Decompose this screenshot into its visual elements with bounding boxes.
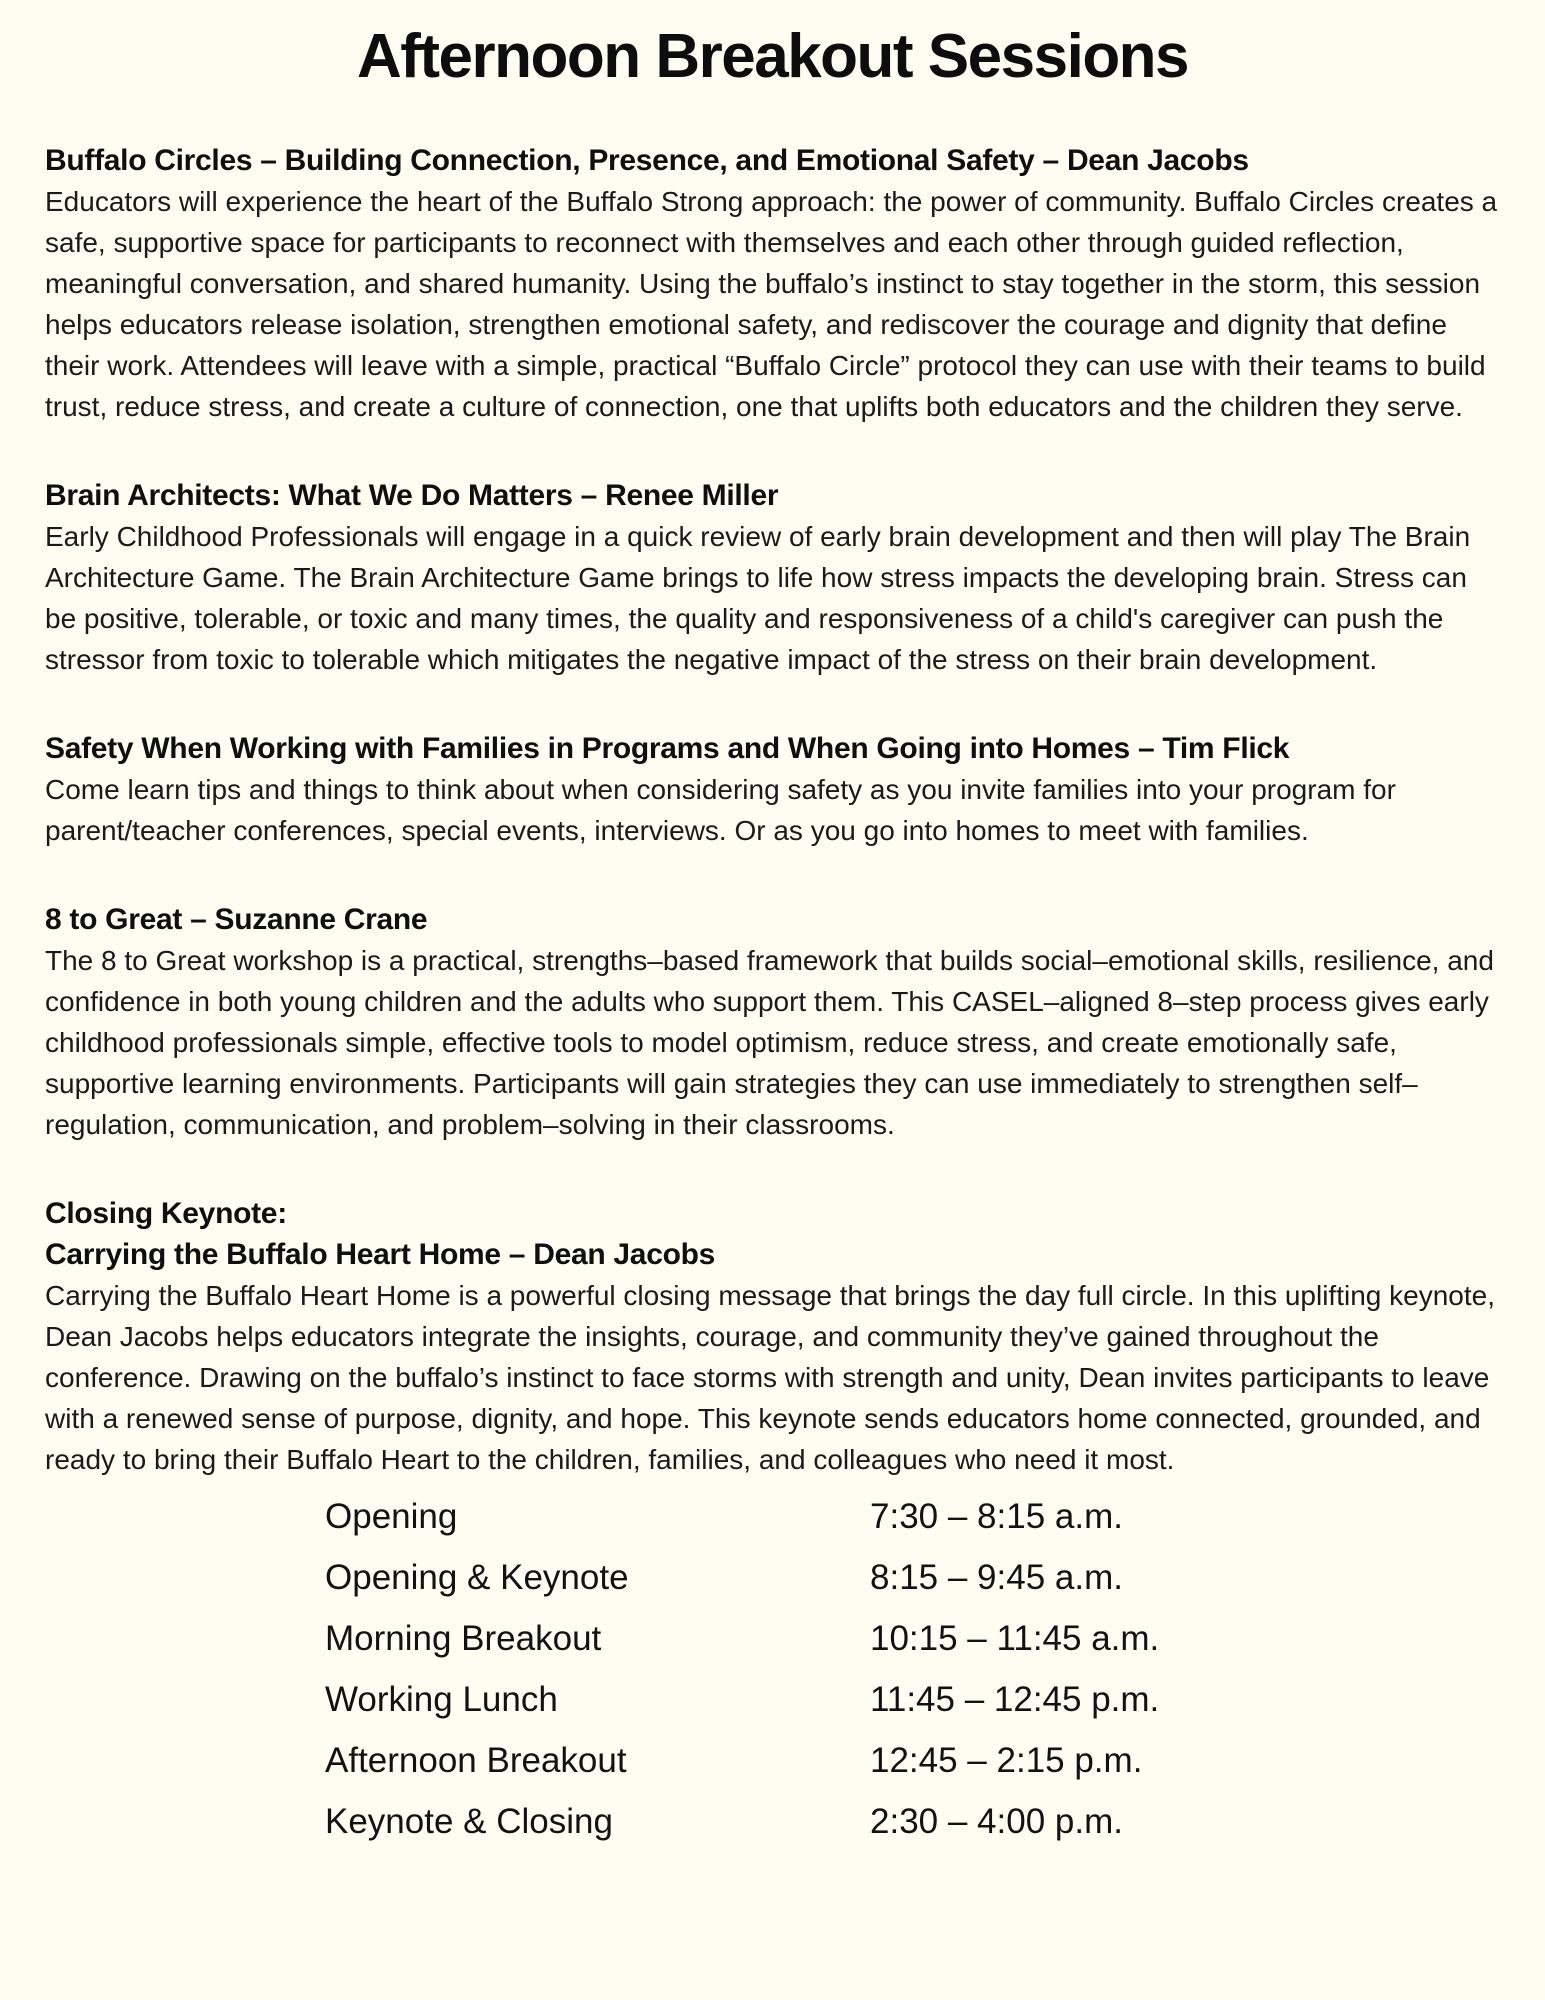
schedule-time: 2:30 – 4:00 p.m. [870,1802,1123,1841]
session-brain-architects [45,475,1500,680]
session-heading-8-to-great: 8 to Great – Suzanne Crane [45,903,428,936]
session-8-to-great [45,899,1500,1145]
schedule-time: 7:30 – 8:15 a.m. [870,1497,1123,1536]
schedule-row-working-lunch [325,1669,1500,1730]
schedule-label: Working Lunch [325,1680,558,1719]
session-description-closing-keynote: Carrying the Buffalo Heart Home is a powerful closing message that brings the day full circle. In this uplifting keynote, Dean Jacobs helps educators integrate the insights, courage, and community they’ve gained throughout the conference. Drawing on the buffalo’s instinct to face storms with strength and unity, Dean invites participants to leave with a renewed sense of purpose, dignity, and hope. This keynote sends educators home connected, grounded, and ready to bring their Buffalo Heart to the children, families, and colleagues who need it most. [45,1280,1495,1475]
session-closing-keynote [45,1193,1500,1480]
session-buffalo-circles [45,140,1500,427]
session-description-safety-families: Come learn tips and things to think about when considering safety as you invite families into your program for parent/teacher conferences, special events, interviews. Or as you go into homes to meet with families. [45,774,1396,846]
schedule-label: Opening [325,1497,458,1536]
schedule-row-afternoon-breakout [325,1730,1500,1791]
schedule-row-morning-breakout [325,1608,1500,1669]
session-heading-closing-keynote: Carrying the Buffalo Heart Home – Dean Jacobs [45,1238,716,1271]
session-heading-buffalo-circles: Buffalo Circles – Building Connection, Presence, and Emotional Safety – Dean Jacobs [45,144,1249,177]
schedule-time: 8:15 – 9:45 a.m. [870,1558,1123,1597]
schedule-label: Opening & Keynote [325,1558,629,1597]
schedule-time: 10:15 – 11:45 a.m. [870,1619,1160,1658]
page-title: Afternoon Breakout Sessions [356,22,1189,91]
session-description-8-to-great: The 8 to Great workshop is a practical, strengths–based framework that builds social–emotional skills, resilience, and confidence in both young children and the adults who support them. This CASEL–aligned 8–step process gives early childhood professionals simple, effective tools to model optimism, reduce stress, and create emotionally safe, supportive learning environments. Participants will gain strategies they can use immediately to strengthen self–regulation, communication, and problem–solving in their classrooms. [45,945,1494,1140]
schedule-time: 11:45 – 12:45 p.m. [870,1680,1160,1719]
session-heading-brain-architects: Brain Architects: What We Do Matters – Renee Miller [45,479,779,512]
schedule-row-opening-keynote [325,1547,1500,1608]
session-heading-closing-keynote-label: Closing Keynote: [45,1197,287,1230]
session-description-buffalo-circles: Educators will experience the heart of the Buffalo Strong approach: the power of community. Buffalo Circles creates a safe, supportive space for participants to reconnect with themselves and each other through guided reflection, meaningful conversation, and shared humanity. Using the buffalo’s instinct to stay together in the storm, this session helps educators release isolation, strengthen emotional safety, and rediscover the courage and dignity that define their work. Attendees will leave with a simple, practical “Buffalo Circle” protocol they can use with their teams to build trust, reduce stress, and create a culture of connection, one that uplifts both educators and the children they serve. [45,186,1498,422]
schedule-label: Keynote & Closing [325,1802,613,1841]
session-safety-families [45,728,1500,851]
schedule-row-keynote-closing [325,1791,1500,1852]
schedule-label: Afternoon Breakout [325,1741,627,1780]
schedule-table [325,1486,1500,1852]
schedule-label: Morning Breakout [325,1619,602,1658]
session-heading-safety-families: Safety When Working with Families in Programs and When Going into Homes – Tim Flick [45,732,1290,765]
schedule-row-opening [325,1486,1500,1547]
schedule-time: 12:45 – 2:15 p.m. [870,1741,1143,1780]
session-description-brain-architects: Early Childhood Professionals will engage in a quick review of early brain development and then will play The Brain Architecture Game. The Brain Architecture Game brings to life how stress impacts the developing brain. Stress can be positive, tolerable, or toxic and many times, the quality and responsiveness of a child's caregiver can push the stressor from toxic to tolerable which mitigates the negative impact of the stress on their brain development. [45,521,1471,675]
